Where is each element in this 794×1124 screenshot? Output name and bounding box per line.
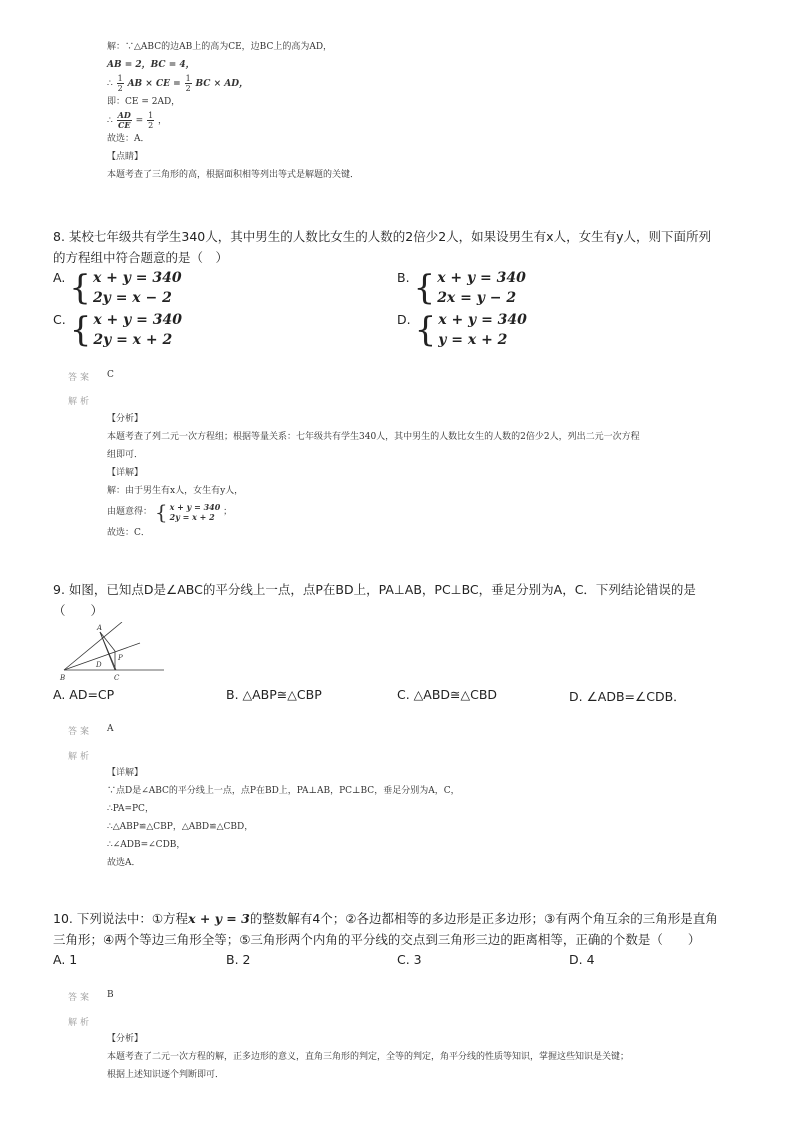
label-a: A [97, 624, 103, 632]
q8-analysis: 【分析】 本题考查了列二元一次方程组；根据等量关系：七年级共有学生340人，其中男生的人数比女生的人数的2倍少2人，列出二元一次方程 组即可． 【详解】 解：由于男生有x人，女生有y人， 由题意得： { x + y = 340 2y = x + 2 ； 故选：C． [107, 414, 640, 538]
q9-figure [58, 622, 168, 684]
q8-stem: 8. 某校七年级共有学生340人，其中男生的人数比女生的人数的2倍少2人，如果设男生有x人，女生有y人，则下面所列 的方程组中符合题意的是（ ） [53, 229, 711, 265]
top-line-5: ∴ $\frac{AD}{CE}$ = $\frac{1}{2}$ ， [107, 110, 168, 130]
label-c: C [114, 674, 120, 682]
q10-analysis-label: 解析 [68, 1018, 93, 1028]
q9-option-b: B. △ABP≅△CBP [226, 687, 322, 702]
q9-option-a: A. AD=CP [53, 687, 115, 702]
top-line-2: AB = 2，BC = 4， [107, 60, 195, 70]
q8-option-d: D. { x + y = 340 y = x + 2 [397, 310, 527, 350]
half-fraction: $\frac{1}{2}$ [117, 74, 123, 93]
line-pa [100, 632, 115, 651]
q10-option-c: C. 3 [397, 952, 422, 967]
q9-stem: 9. 如图，已知点D是∠ABC的平分线上一点，点P在BD上，PA⊥AB，PC⊥BC，垂足分别为A，C．下列结论错误的是 （ ） [53, 582, 696, 618]
half-fraction-2: $\frac{1}{2}$ [185, 74, 191, 93]
ad-ce-fraction: $\frac{AD}{CE}$ [117, 110, 131, 130]
q9-option-d: D. ∠ADB=∠CDB． [569, 689, 686, 704]
q10-analysis: 【分析】 本题考查了二元一次方程的解，正多边形的意义，直角三角形的判定，全等的判定，角平分线的性质等知识，掌握这些知识是关键； 根据上述知识逐个判断即可． [107, 1034, 630, 1080]
q10-answer-label: 答案 [68, 993, 93, 1003]
one-half-fraction: $\frac{1}{2}$ [148, 111, 154, 130]
label-d: D [96, 661, 102, 669]
top-line-4: 即：CE = 2AD， [107, 97, 181, 107]
q8-option-a: A. { x + y = 340 2y = x − 2 [53, 268, 182, 308]
q9-analysis: 【详解】 ∵点D是∠ABC的平分线上一点，点P在BD上，PA⊥AB，PC⊥BC，垂足分别为A，C， ∴PA=PC， ∴△ABP≌△CBP，△ABD≌△CBD， ∴∠ADB=∠CDB， 故选A． [107, 768, 460, 868]
q8-option-c: C. { x + y = 340 2y = x + 2 [53, 310, 182, 350]
q8-answer-label: 答案 [68, 373, 93, 383]
q8-option-b: B. { x + y = 340 2x = y − 2 [397, 268, 526, 308]
line-a-c [100, 632, 116, 670]
label-p: P [118, 654, 123, 662]
q10-answer: B [107, 990, 114, 1000]
q8-analysis-label: 解析 [68, 397, 93, 407]
q10-option-d: D. 4 [569, 952, 595, 967]
top-line-3: ∴ $\frac{1}{2}$ AB × CE = $\frac{1}{2}$ BC × AD， [107, 74, 249, 93]
top-line-1: 解：∵△ABC的边AB上的高为CE，边BC上的高为AD， [107, 42, 333, 52]
top-solution [107, 38, 707, 184]
q10-stem: 10. 下列说法中：①方程x + y = 3的整数解有4个；②各边都相等的多边形是正多边形；③有两个角互余的三角形是直角 三角形；④两个等边三角形全等；⑤三角形两个内角的平分线的交点到三角形三边的距离相等，正确的个数是（ ） [53, 911, 718, 947]
ray-bd [64, 643, 140, 670]
q9-analysis-label: 解析 [68, 752, 93, 762]
q10-option-a: A. 1 [53, 952, 78, 967]
q8-answer: C [107, 370, 114, 380]
q10-option-b: B. 2 [226, 952, 251, 967]
label-b: B [60, 674, 66, 682]
top-line-6: 故选：A． [107, 134, 150, 144]
dianjing-label: 【点睛】 [107, 152, 144, 162]
q9-answer-label: 答案 [68, 727, 93, 737]
top-line-7: 本题考查了三角形的高，根据面积相等列出等式是解题的关键． [107, 170, 360, 180]
q9-answer: A [107, 724, 114, 734]
q9-option-c: C. △ABD≅△CBD [397, 687, 498, 702]
